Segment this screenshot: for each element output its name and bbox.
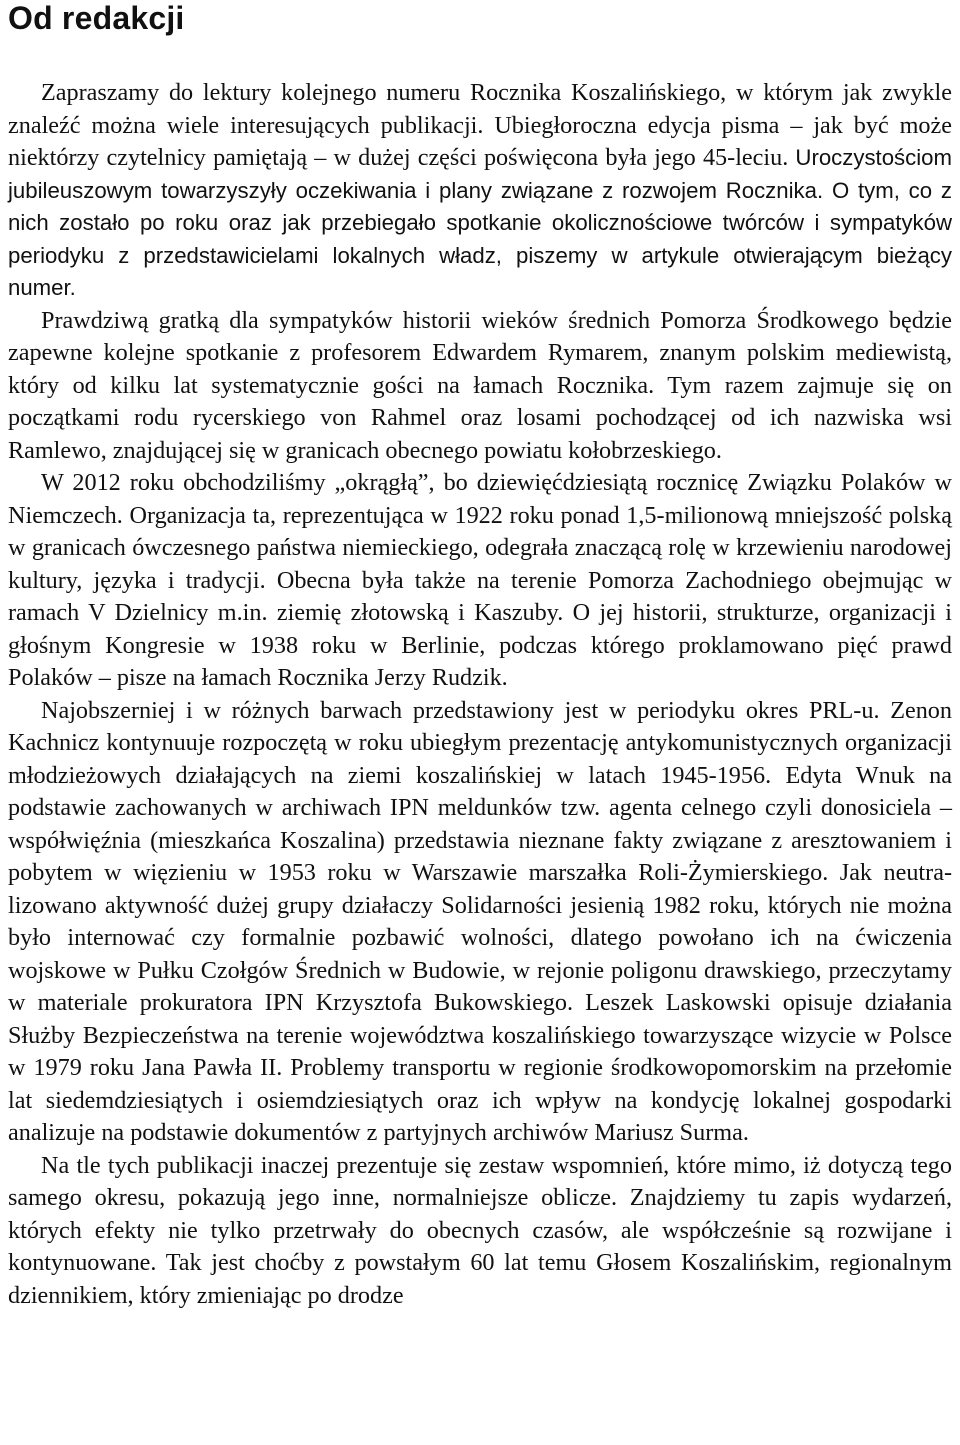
text-run: Zapraszamy do lektury kolejnego numeru Rocznika Koszalińskiego, w którym jak zwykle znaleźć można wiele interesujących publikacji. Ubiegłoroczna edycja pisma – jak być może niektórzy czytelnicy pamiętają – w dużej części poświęcona była jego 45-leciu.: [8, 79, 952, 171]
paragraph-zwiazek-polakow: [8, 467, 952, 695]
text-run: Najobszerniej i w różnych barwach przedstawiony jest w periodyku okres PRL-u. Zenon Kachnicz kontynuuje rozpoczętą w roku ubiegłym prezentację antykomunistycznych organizacji młodzieżowych działających na ziemi koszalińskiej w latach 1945-1956. Edyta Wnuk na podstawie zachowanych w archiwach IPN meldunków tzw. agenta celnego czyli donosiciela – współwięźnia (mieszkańca Koszalina) przedstawia nieznane fakty związane z aresztowaniem i pobytem w więzieniu w 1953 roku w Warszawie marszałka Roli-Żymierskiego. Jak neutralizowano aktywność dużej grupy działaczy Solidarności jesienią 1982 roku, których nie można było internować czy formalnie pozbawić wolności, dlatego powołano ich na ćwiczenia wojskowe w Pułku Czołgów Średnich w Budowie, w rejonie poligonu drawskiego, przeczytamy w materiale prokuratora IPN Krzysztofa Bukowskiego. Leszek Laskowski opisuje działania Służby Bezpieczeństwa na terenie województwa koszalińskiego towarzyszące wizycie w Polsce w 1979 roku Jana Pawła II. Problemy transportu w regionie środkowopomorskim na przełomie lat siedemdziesiątych i osiemdziesiątych oraz ich wpływ na kondycję lokalnej gospodarki analizuje na podstawie dokumentów z partyjnych archiwów Mariusz Surma.: [8, 696, 952, 1146]
page-title: Od redakcji: [8, 0, 185, 36]
text-run-sans: Uroczystościom jubileuszowym towarzyszyły oczekiwania i plany związane z rozwojem Rocznika.: [8, 145, 952, 203]
text-run: Na tle tych publikacji inaczej prezentuje się zestaw wspomnień, które mimo, iż dotyczą tego samego okresu, pokazują jego inne, normalniejsze oblicze. Znajdziemy tu zapis wydarzeń, których efekty nie tylko przetrwały do obecnych czasów, ale współcześnie są rozwijane i kontynuowane. Tak jest choćby z powstałym 60 lat temu Głosem Koszalińskim, regionalnym dziennikiem, który zmieniając po drodze: [8, 1151, 952, 1309]
paragraph-intro: [8, 77, 952, 305]
paragraph-rymar: [8, 305, 952, 468]
paragraph-wspomnienia: [8, 1150, 952, 1313]
paragraph-prl: [8, 695, 952, 1150]
text-run: W 2012 roku obchodziliśmy „okrągłą”, bo dziewięćdziesiątą rocznicę Związku Polaków w Niemczech. Organizacja ta, reprezentująca w 1922 roku ponad 1,5-milionową mniejszość polską w granicach ówczesnego państwa niemieckiego, odegrała znaczącą rolę w krzewieniu narodowej kultury, języka i tradycji. Obecna była także na terenie Pomorza Zachodniego obejmując w ramach V Dzielnicy m.in. ziemię złotowską i Kaszuby. O jej historii, strukturze, organizacji i głośnym Kongresie w 1938 roku w Berlinie, podczas którego proklamowano pięć prawd Polaków – pisze na łamach Rocznika Jerzy Rudzik.: [8, 469, 952, 691]
text-run-sans: O tym, co z nich zostało po roku oraz jak przebiegało spotkanie okolicznościowe twórców i sympatyków periodyku z przedstawicielami lokalnych władz, piszemy w artykule otwierającym bieżący numer.: [8, 177, 953, 300]
article-body: [8, 77, 952, 1312]
text-run: Prawdziwą gratką dla sympatyków historii wieków średnich Pomorza Środkowego będzie zapewne kolejne spotkanie z profesorem Edwardem Rymarem, znanym polskim mediewistą, który od kilku lat systematycznie gości na łamach Rocznika. Tym razem zajmuje się on początkami rodu rycerskiego von Rahmel oraz losami pochodzącej od ich nazwiska wsi Ramlewo, znajdującej się w granicach obecnego powiatu kołobrzeskiego.: [8, 306, 952, 464]
